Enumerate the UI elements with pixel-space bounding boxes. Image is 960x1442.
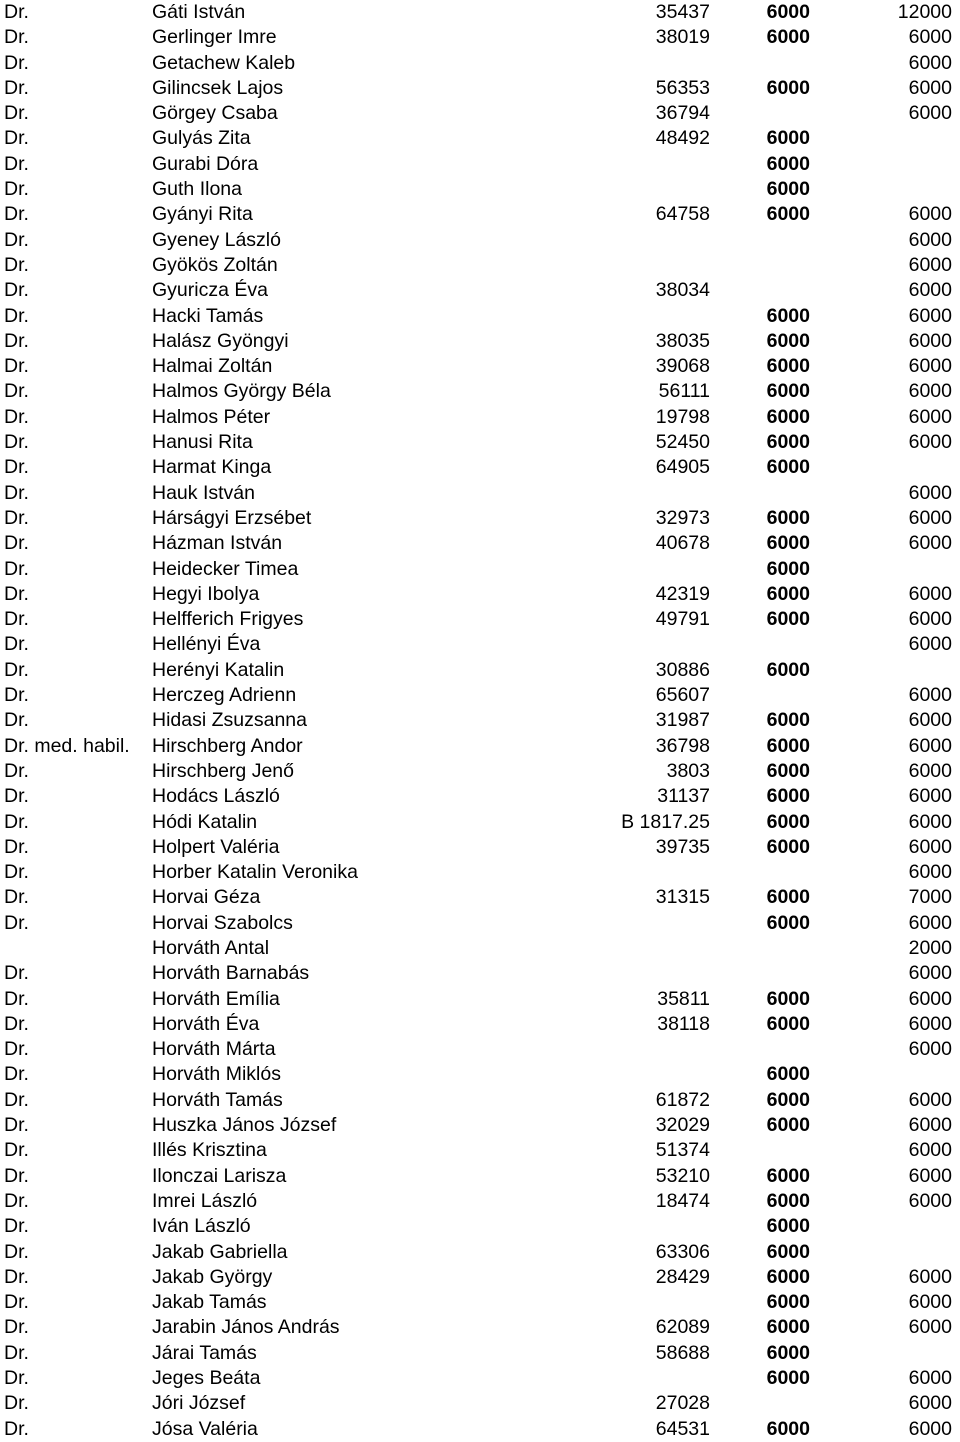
title-cell: Dr.: [4, 1088, 29, 1111]
code-cell: 36794: [655, 102, 710, 125]
amount-cell-2: 6000: [908, 582, 952, 605]
name-cell: Jósa Valéria: [152, 1417, 258, 1440]
name-cell: Imrei László: [152, 1189, 258, 1212]
name-cell: Jakab György: [152, 1265, 273, 1288]
list-row: [0, 278, 960, 303]
amount-cell-1: 6000: [766, 456, 810, 479]
code-cell: 64531: [655, 1417, 710, 1440]
title-cell: Dr.: [4, 886, 29, 909]
title-cell: Dr.: [4, 810, 29, 833]
amount-cell-1: 6000: [766, 380, 810, 403]
amount-cell-1: 6000: [766, 532, 810, 555]
amount-cell-2: 6000: [908, 355, 952, 378]
title-cell: Dr.: [4, 1, 29, 23]
code-cell: 18474: [655, 1189, 710, 1212]
list-row: [0, 1012, 960, 1037]
title-cell: Dr.: [4, 962, 29, 985]
amount-cell-2: 6000: [908, 76, 952, 99]
amount-cell-1: 6000: [766, 76, 810, 99]
list-row: [0, 1164, 960, 1189]
amount-cell-2: 6000: [908, 1291, 952, 1314]
list-row: [0, 253, 960, 278]
code-cell: 49791: [655, 608, 710, 631]
name-cell: Járai Tamás: [152, 1341, 257, 1364]
name-cell: Jarabin János András: [152, 1316, 340, 1339]
title-cell: Dr.: [4, 481, 29, 504]
code-cell: B 1817.25: [621, 810, 710, 833]
list-row: [0, 405, 960, 430]
title-cell: Dr.: [4, 279, 29, 302]
amount-cell-1: 6000: [766, 911, 810, 934]
list-row: [0, 759, 960, 784]
list-row: [0, 76, 960, 101]
name-cell: Gyökös Zoltán: [152, 253, 278, 276]
list-row: [0, 810, 960, 835]
name-cell: Gerlinger Imre: [152, 26, 277, 49]
list-row: [0, 1189, 960, 1214]
amount-cell-1: 6000: [766, 1164, 810, 1187]
list-row: [0, 379, 960, 404]
code-cell: 39735: [655, 835, 710, 858]
title-cell: Dr.: [4, 1012, 29, 1035]
name-cell: Hárságyi Erzsébet: [152, 506, 312, 529]
code-cell: 31137: [657, 785, 710, 808]
list-row: [0, 835, 960, 860]
list-row: [0, 202, 960, 227]
amount-cell-1: 6000: [766, 886, 810, 909]
amount-cell-2: 6000: [908, 1164, 952, 1187]
name-cell: Hirschberg Andor: [152, 734, 303, 757]
list-row: [0, 1315, 960, 1340]
code-cell: 65607: [655, 684, 710, 707]
title-cell: Dr.: [4, 178, 29, 201]
list-row: [0, 1341, 960, 1366]
title-cell: Dr.: [4, 987, 29, 1010]
amount-cell-2: 6000: [908, 734, 952, 757]
code-cell: 48492: [655, 127, 710, 150]
name-cell: Herczeg Adrienn: [152, 684, 297, 707]
title-cell: Dr.: [4, 1341, 29, 1364]
code-cell: 35437: [655, 1, 710, 23]
code-cell: 63306: [655, 1240, 710, 1263]
amount-cell-2: 6000: [908, 861, 952, 884]
list-row: [0, 1062, 960, 1087]
name-cell: Jóri József: [152, 1392, 246, 1415]
title-cell: Dr.: [4, 1240, 29, 1263]
title-cell: Dr.: [4, 329, 29, 352]
list-row: [0, 1290, 960, 1315]
title-cell: Dr.: [4, 709, 29, 732]
name-cell: Getachew Kaleb: [152, 51, 296, 74]
title-cell: Dr.: [4, 456, 29, 479]
list-row: [0, 51, 960, 76]
amount-cell-2: 6000: [908, 51, 952, 74]
amount-cell-1: 6000: [766, 658, 810, 681]
amount-cell-1: 6000: [766, 1367, 810, 1390]
amount-cell-2: 6000: [908, 329, 952, 352]
amount-cell-2: 12000: [897, 1, 952, 23]
list-row: [0, 228, 960, 253]
title-cell: Dr.: [4, 1265, 29, 1288]
code-cell: 27028: [655, 1392, 710, 1415]
list-row: [0, 987, 960, 1012]
title-cell: Dr.: [4, 506, 29, 529]
title-cell: Dr.: [4, 1215, 29, 1238]
name-cell: Hidasi Zsuzsanna: [152, 709, 307, 732]
list-row: [0, 557, 960, 582]
code-cell: 3803: [666, 759, 710, 782]
name-cell: Herényi Katalin: [152, 658, 285, 681]
amount-cell-1: 6000: [766, 1114, 810, 1137]
list-row: [0, 860, 960, 885]
title-cell: Dr.: [4, 127, 29, 150]
list-row: [0, 1037, 960, 1062]
title-cell: Dr.: [4, 1291, 29, 1314]
title-cell: Dr.: [4, 582, 29, 605]
code-cell: 36798: [655, 734, 710, 757]
amount-cell-2: 6000: [908, 785, 952, 808]
name-cell: Horvai Szabolcs: [152, 911, 293, 934]
name-cell: Gurabi Dóra: [152, 152, 259, 175]
amount-cell-2: 6000: [908, 26, 952, 49]
name-cell: Hódi Katalin: [152, 810, 258, 833]
list-row: [0, 329, 960, 354]
title-cell: Dr.: [4, 1139, 29, 1162]
amount-cell-1: 6000: [766, 1316, 810, 1339]
name-cell: Halmos Péter: [152, 405, 271, 428]
name-cell: Horváth Miklós: [152, 1063, 281, 1086]
list-row: [0, 658, 960, 683]
title-cell: Dr.: [4, 557, 29, 580]
amount-cell-1: 6000: [766, 1063, 810, 1086]
title-cell: Dr.: [4, 380, 29, 403]
code-cell: 38034: [655, 279, 710, 302]
amount-cell-1: 6000: [766, 557, 810, 580]
name-cell: Iloncz​ai Larisza: [152, 1164, 287, 1187]
list-row: [0, 506, 960, 531]
amount-cell-2: 6000: [908, 911, 952, 934]
list-row: [0, 25, 960, 50]
code-cell: 32029: [655, 1114, 710, 1137]
code-cell: 40678: [655, 532, 710, 555]
title-cell: Dr.: [4, 1417, 29, 1440]
amount-cell-1: 6000: [766, 1417, 810, 1440]
name-cell: Halmos György Béla: [152, 380, 331, 403]
name-cell: Horváth Éva: [152, 1012, 260, 1035]
amount-cell-2: 6000: [908, 253, 952, 276]
amount-cell-1: 6000: [766, 709, 810, 732]
amount-cell-1: 6000: [766, 26, 810, 49]
amount-cell-1: 6000: [766, 1215, 810, 1238]
title-cell: Dr.: [4, 1392, 29, 1415]
amount-cell-1: 6000: [766, 734, 810, 757]
list-row: [0, 1417, 960, 1442]
code-cell: 39068: [655, 355, 710, 378]
title-cell: Dr.: [4, 1063, 29, 1086]
amount-cell-2: 6000: [908, 709, 952, 732]
title-cell: Dr.: [4, 1189, 29, 1212]
list-row: [0, 936, 960, 961]
amount-cell-2: 6000: [908, 1265, 952, 1288]
title-cell: Dr.: [4, 835, 29, 858]
name-cell: Horváth Emília: [152, 987, 280, 1010]
amount-cell-2: 6000: [908, 759, 952, 782]
list-row: [0, 683, 960, 708]
title-cell: Dr.: [4, 911, 29, 934]
amount-cell-1: 6000: [766, 178, 810, 201]
list-row: [0, 734, 960, 759]
title-cell: Dr.: [4, 785, 29, 808]
amount-cell-2: 6000: [908, 228, 952, 251]
amount-cell-2: 6000: [908, 684, 952, 707]
name-cell: Hirschberg Jenő: [152, 759, 294, 782]
title-cell: Dr.: [4, 1164, 29, 1187]
amount-cell-2: 6000: [908, 1417, 952, 1440]
code-cell: 30886: [655, 658, 710, 681]
name-cell: Görgey Csaba: [152, 102, 278, 125]
name-cell: Horváth Márta: [152, 1038, 276, 1061]
code-cell: 64905: [655, 456, 710, 479]
amount-cell-2: 6000: [908, 304, 952, 327]
name-cell: Gulyás Zita: [152, 127, 251, 150]
amount-cell-2: 6000: [908, 1088, 952, 1111]
title-cell: Dr. med. habil.: [4, 734, 130, 757]
title-cell: Dr.: [4, 253, 29, 276]
amount-cell-1: 6000: [766, 355, 810, 378]
name-cell: Hellényi Éva: [152, 633, 261, 656]
code-cell: 42319: [655, 582, 710, 605]
amount-cell-2: 6000: [908, 431, 952, 454]
name-cell: Gáti István: [152, 1, 246, 23]
list-row: [0, 1391, 960, 1416]
code-cell: 31987: [655, 709, 710, 732]
list-row: [0, 531, 960, 556]
amount-cell-2: 6000: [908, 1114, 952, 1137]
amount-cell-1: 6000: [766, 1341, 810, 1364]
amount-cell-2: 6000: [908, 1316, 952, 1339]
amount-cell-2: 6000: [908, 987, 952, 1010]
title-cell: Dr.: [4, 532, 29, 555]
title-cell: Dr.: [4, 633, 29, 656]
name-cell: Huszka János József: [152, 1114, 337, 1137]
list-row: [0, 177, 960, 202]
code-cell: 56111: [658, 380, 710, 403]
name-cell: Jakab Gabriella: [152, 1240, 288, 1263]
amount-cell-2: 6000: [908, 532, 952, 555]
title-cell: Dr.: [4, 102, 29, 125]
title-cell: Dr.: [4, 1316, 29, 1339]
amount-cell-1: 6000: [766, 127, 810, 150]
amount-cell-1: 6000: [766, 1189, 810, 1212]
name-cell: Heidecker Timea: [152, 557, 299, 580]
name-cell: Halász Gyöngyi: [152, 329, 289, 352]
amount-cell-1: 6000: [766, 1291, 810, 1314]
amount-cell-2: 6000: [908, 1189, 952, 1212]
list-row: [0, 1214, 960, 1239]
code-cell: 64758: [655, 203, 710, 226]
code-cell: 52450: [655, 431, 710, 454]
list-row: [0, 304, 960, 329]
amount-cell-2: 6000: [908, 835, 952, 858]
list-row: [0, 961, 960, 986]
amount-cell-1: 6000: [766, 1265, 810, 1288]
amount-cell-2: 6000: [908, 203, 952, 226]
amount-cell-2: 7000: [908, 886, 952, 909]
list-row: [0, 1138, 960, 1163]
amount-cell-1: 6000: [766, 810, 810, 833]
amount-cell-2: 6000: [908, 810, 952, 833]
name-cell: Helfferich Frigyes: [152, 608, 304, 631]
name-cell: Hodács László: [152, 785, 280, 808]
code-cell: 38019: [655, 26, 710, 49]
amount-cell-1: 6000: [766, 1012, 810, 1035]
list-row: [0, 430, 960, 455]
amount-cell-2: 2000: [908, 936, 952, 959]
title-cell: Dr.: [4, 228, 29, 251]
list-row: [0, 885, 960, 910]
amount-cell-1: 6000: [766, 835, 810, 858]
list-row: [0, 152, 960, 177]
amount-cell-1: 6000: [766, 759, 810, 782]
amount-cell-1: 6000: [766, 1240, 810, 1263]
code-cell: 51374: [655, 1139, 710, 1162]
title-cell: Dr.: [4, 1038, 29, 1061]
code-cell: 61872: [655, 1088, 710, 1111]
name-cell: Horvai Géza: [152, 886, 261, 909]
name-cell: Hanusi Rita: [152, 431, 253, 454]
title-cell: Dr.: [4, 1114, 29, 1137]
title-cell: Dr.: [4, 51, 29, 74]
code-cell: 28429: [655, 1265, 710, 1288]
title-cell: Dr.: [4, 304, 29, 327]
name-cell: Iván László: [152, 1215, 251, 1238]
name-cell: Holpert Valéria: [152, 835, 280, 858]
list-row: [0, 607, 960, 632]
list-row: [0, 708, 960, 733]
amount-cell-1: 6000: [766, 608, 810, 631]
amount-cell-2: 6000: [908, 506, 952, 529]
title-cell: Dr.: [4, 76, 29, 99]
name-cell: Harmat Kinga: [152, 456, 272, 479]
list-row: [0, 1265, 960, 1290]
amount-cell-1: 6000: [766, 152, 810, 175]
list-row: [0, 1113, 960, 1138]
code-cell: 62089: [655, 1316, 710, 1339]
name-cell: Gyeney László: [152, 228, 281, 251]
amount-cell-2: 6000: [908, 1392, 952, 1415]
amount-cell-2: 6000: [908, 1139, 952, 1162]
list-row: [0, 354, 960, 379]
code-cell: 31315: [655, 886, 710, 909]
title-cell: Dr.: [4, 431, 29, 454]
name-cell: Hacki Tamás: [152, 304, 264, 327]
title-cell: Dr.: [4, 203, 29, 226]
name-cell: Gilincsek Lajos: [152, 76, 284, 99]
amount-cell-2: 6000: [908, 633, 952, 656]
title-cell: Dr.: [4, 861, 29, 884]
amount-cell-2: 6000: [908, 1012, 952, 1035]
amount-cell-2: 6000: [908, 380, 952, 403]
amount-cell-2: 6000: [908, 962, 952, 985]
name-cell: Gyuricza Éva: [152, 279, 268, 302]
list-row: [0, 1366, 960, 1391]
amount-cell-2: 6000: [908, 1367, 952, 1390]
name-cell: Hauk István: [152, 481, 255, 504]
amount-cell-2: 6000: [908, 481, 952, 504]
title-cell: Dr.: [4, 759, 29, 782]
amount-cell-1: 6000: [766, 785, 810, 808]
list-row: [0, 481, 960, 506]
list-row: [0, 126, 960, 151]
code-cell: 38035: [655, 329, 710, 352]
list-row: [0, 784, 960, 809]
list-row: [0, 632, 960, 657]
code-cell: 53210: [655, 1164, 710, 1187]
title-cell: Dr.: [4, 1367, 29, 1390]
amount-cell-1: 6000: [766, 405, 810, 428]
name-cell: Guth Ilona: [152, 178, 242, 201]
list-row: [0, 1088, 960, 1113]
title-cell: Dr.: [4, 658, 29, 681]
code-cell: 58688: [655, 1341, 710, 1364]
amount-cell-2: 6000: [908, 405, 952, 428]
list-row: [0, 911, 960, 936]
amount-cell-1: 6000: [766, 431, 810, 454]
title-cell: Dr.: [4, 684, 29, 707]
code-cell: 35811: [657, 987, 710, 1010]
amount-cell-1: 6000: [766, 987, 810, 1010]
list-row: [0, 101, 960, 126]
amount-cell-1: 6000: [766, 203, 810, 226]
list-row: [0, 0, 960, 25]
amount-cell-1: 6000: [766, 1, 810, 23]
amount-cell-1: 6000: [766, 582, 810, 605]
name-cell: Horváth Antal: [152, 936, 270, 959]
code-cell: 56353: [655, 76, 710, 99]
title-cell: Dr.: [4, 405, 29, 428]
amount-cell-2: 6000: [908, 608, 952, 631]
amount-cell-1: 6000: [766, 1088, 810, 1111]
amount-cell-2: 6000: [908, 279, 952, 302]
list-row: [0, 582, 960, 607]
code-cell: 32973: [655, 506, 710, 529]
amount-cell-2: 6000: [908, 1038, 952, 1061]
amount-cell-1: 6000: [766, 329, 810, 352]
name-cell: Gyányi Rita: [152, 203, 253, 226]
name-cell: Jakab Tamás: [152, 1291, 267, 1314]
name-cell: Horváth Tamás: [152, 1088, 283, 1111]
title-cell: Dr.: [4, 152, 29, 175]
list-row: [0, 1240, 960, 1265]
name-cell: Horváth Barnabás: [152, 962, 310, 985]
name-cell: Illés Krisztina: [152, 1139, 267, 1162]
amount-cell-2: 6000: [908, 102, 952, 125]
name-cell: Házman István: [152, 532, 283, 555]
name-cell: Jeges Beáta: [152, 1367, 261, 1390]
name-cell: Hegyi Ibolya: [152, 582, 260, 605]
amount-cell-1: 6000: [766, 506, 810, 529]
amount-cell-1: 6000: [766, 304, 810, 327]
name-cell: Horber Katalin Veronika: [152, 861, 358, 884]
title-cell: Dr.: [4, 355, 29, 378]
code-cell: 38118: [657, 1012, 710, 1035]
code-cell: 19798: [655, 405, 710, 428]
title-cell: Dr.: [4, 608, 29, 631]
title-cell: Dr.: [4, 26, 29, 49]
name-cell: Halmai Zoltán: [152, 355, 273, 378]
list-row: [0, 455, 960, 480]
